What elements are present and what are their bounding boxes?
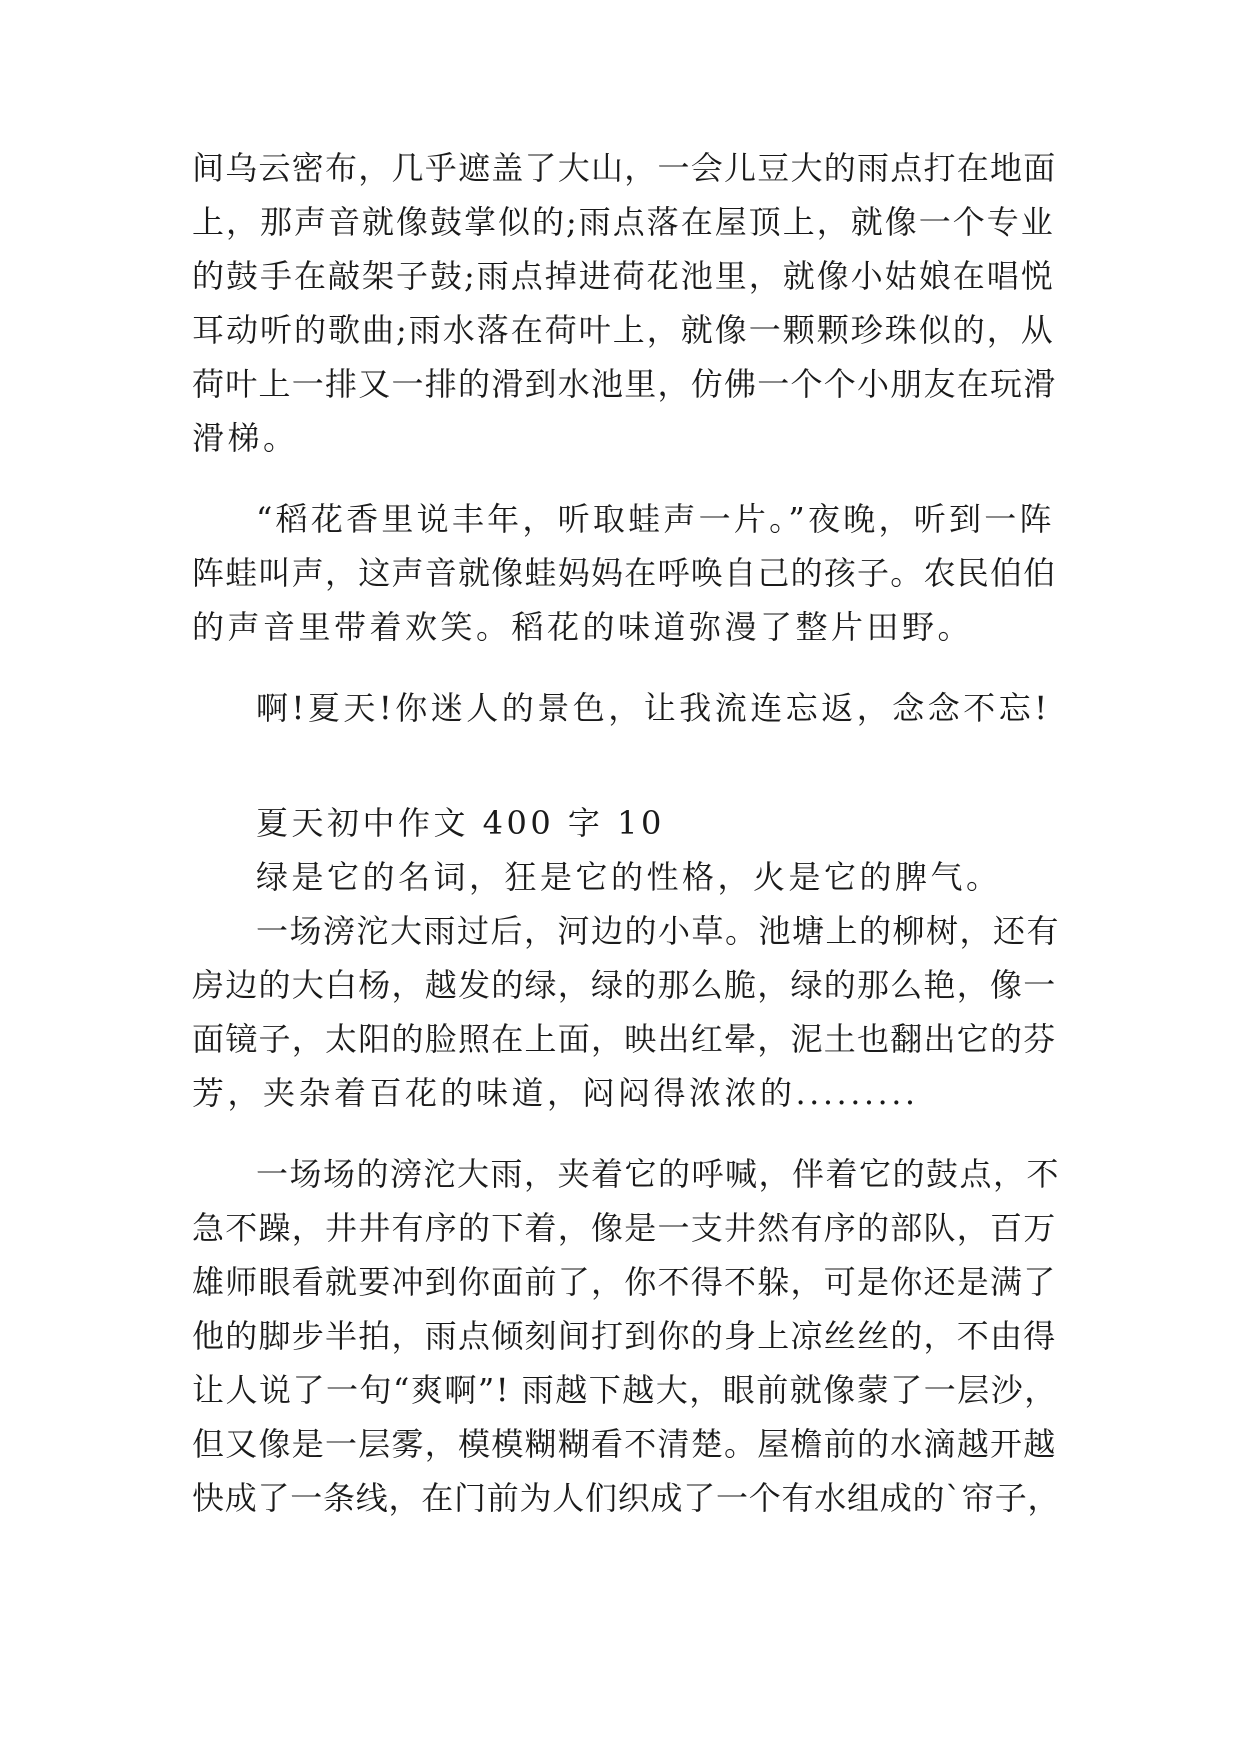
paragraph-first-line: 啊!夏天!你迷人的景色，让我流连忘返，念念不忘!	[256, 689, 1051, 727]
text-line: 让人说了一句“爽啊”! 雨越下越大，眼前就像蒙了一层沙，	[192, 1371, 1058, 1409]
text-line: 快成了一条线，在门前为人们织成了一个有水组成的`帘子，	[192, 1479, 1061, 1517]
text-line: 他的脚步半拍，雨点倾刻间打到你的身上凉丝丝的，不由得	[192, 1317, 1057, 1355]
text-line: 的鼓手在敲架子鼓;雨点掉进荷花池里，就像小姑娘在唱悦	[192, 257, 1055, 295]
section-title: 夏天初中作文 400 字 10	[256, 804, 665, 842]
text-line: 雄师眼看就要冲到你面前了，你不得不躲，可是你还是满了	[192, 1263, 1057, 1301]
text-line: 房边的大白杨，越发的绿，绿的那么脆，绿的那么艳，像一	[192, 966, 1057, 1004]
paragraph-first-line: 一场场的滂沱大雨，夹着它的呼喊，伴着它的鼓点，不	[256, 1155, 1061, 1193]
text-line: 的声音里带着欢笑。稻花的味道弥漫了整片田野。	[192, 608, 974, 646]
text-line: 但又像是一层雾，模模糊糊看不清楚。屋檐前的水滴越开越	[192, 1425, 1057, 1463]
text-line: 耳动听的歌曲;雨水落在荷叶上，就像一颗颗珍珠似的，从	[192, 311, 1055, 349]
text-line: 急不躁，井井有序的下着，像是一支井然有序的部队，百万	[192, 1209, 1057, 1247]
text-line: 荷叶上一排又一排的滑到水池里，仿佛一个个小朋友在玩滑	[192, 365, 1057, 403]
text-line: 间乌云密布，几乎遮盖了大山，一会儿豆大的雨点打在地面	[192, 149, 1057, 187]
text-line: 阵蛙叫声，这声音就像蛙妈妈在呼唤自己的孩子。农民伯伯	[192, 554, 1057, 592]
text-line: 面镜子，太阳的脸照在上面，映出红晕，泥土也翻出它的芬	[192, 1020, 1057, 1058]
paragraph-first-line: 绿是它的名词，狂是它的性格，火是它的脾气。	[256, 858, 1002, 896]
text-line: 滑梯。	[192, 419, 299, 457]
paragraph-first-line: 一场滂沱大雨过后，河边的小草。池塘上的柳树，还有	[256, 912, 1061, 950]
text-line: 上，那声音就像鼓掌似的;雨点落在屋顶上，就像一个专业	[192, 203, 1055, 241]
paragraph-first-line: “稻花香里说丰年，听取蛙声一片。”夜晚，听到一阵	[256, 500, 1055, 538]
text-line: 芳，夹杂着百花的味道，闷闷得浓浓的.........	[192, 1074, 919, 1112]
